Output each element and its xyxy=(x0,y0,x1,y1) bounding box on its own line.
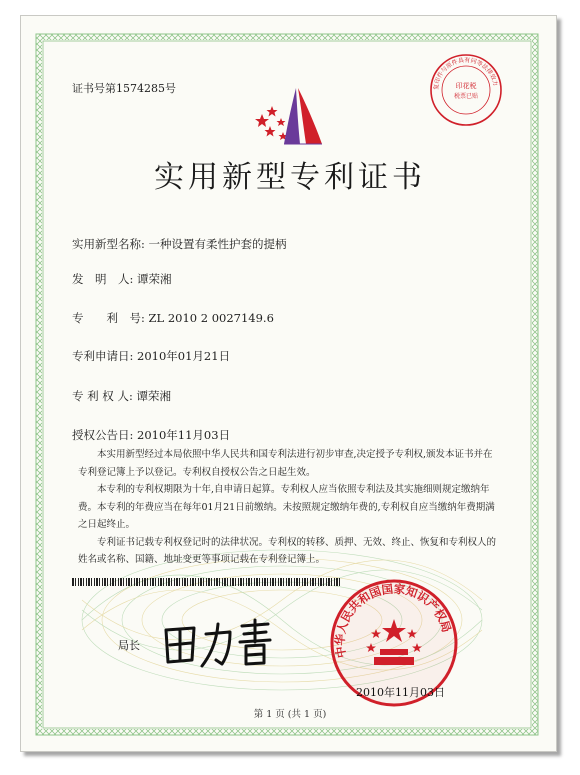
body-paragraph: 专利证书记载专利权登记时的法律状况。专利权的转移、质押、无效、终止、恢复和专利权人的姓名或名称、国籍、地址变更等事项记载在专利登记簿上。 xyxy=(78,536,497,565)
field-patentee xyxy=(72,388,171,404)
issue-date: 2010年11月03日 xyxy=(356,686,445,699)
field-value: 一种设置有柔性护套的提柄 xyxy=(148,237,287,251)
field-label: 专 利 号: xyxy=(72,311,145,325)
field-label: 专利申请日: xyxy=(72,349,134,363)
svg-text:税票已贴: 税票已贴 xyxy=(453,93,479,100)
field-value: ZL 2010 2 0027149.6 xyxy=(148,311,274,325)
field-label: 实用新型名称: xyxy=(72,237,145,251)
field-application-date xyxy=(72,348,230,364)
field-value: 谭荣湘 xyxy=(137,272,172,286)
field-utility-model-name xyxy=(72,236,287,252)
svg-text:复印件与原件具有同等法律效力: 复印件与原件具有同等法律效力 xyxy=(432,56,499,91)
certificate-title: 实用新型专利证书 xyxy=(154,160,426,195)
body-paragraph: 本专利的专利权期限为十年,自申请日起算。专利权人应当依照专利法及其实施细则规定缴纳年费。本专利的年费应当在每年01月21日前缴纳。未按照规定缴纳年费的,专利权自应当缴纳年费期满之日起终止。 xyxy=(78,484,495,530)
field-inventor xyxy=(72,271,172,287)
field-value: 2010年11月03日 xyxy=(137,428,231,442)
certificate-number: 证书号第1574285号 xyxy=(72,82,176,95)
barcode xyxy=(72,578,342,586)
page-number: 第 1 页 (共 1 页) xyxy=(253,709,327,720)
patent-office-emblem-icon xyxy=(248,80,338,148)
director-label: 局长 xyxy=(118,639,140,652)
field-patent-number xyxy=(72,310,274,326)
field-value: 2010年01月21日 xyxy=(137,349,231,363)
director-signature xyxy=(158,612,278,674)
stamp-duty-seal xyxy=(428,52,504,128)
field-label: 发 明 人: xyxy=(72,272,134,286)
field-grant-date xyxy=(72,427,230,443)
field-label: 授权公告日: xyxy=(72,428,134,442)
field-label: 专 利 权 人: xyxy=(72,389,133,403)
svg-text:中华人民共和国国家知识产权局: 中华人民共和国国家知识产权局 xyxy=(332,581,454,660)
certificate-body-text xyxy=(78,446,498,569)
field-value: 谭荣湘 xyxy=(136,389,171,403)
body-paragraph: 本实用新型经过本局依照中华人民共和国专利法进行初步审查,决定授予专利权,颁发本证书并在专利登记簿上予以登记。专利权自授权公告之日起生效。 xyxy=(78,449,493,478)
svg-text:印花税: 印花税 xyxy=(455,82,477,90)
